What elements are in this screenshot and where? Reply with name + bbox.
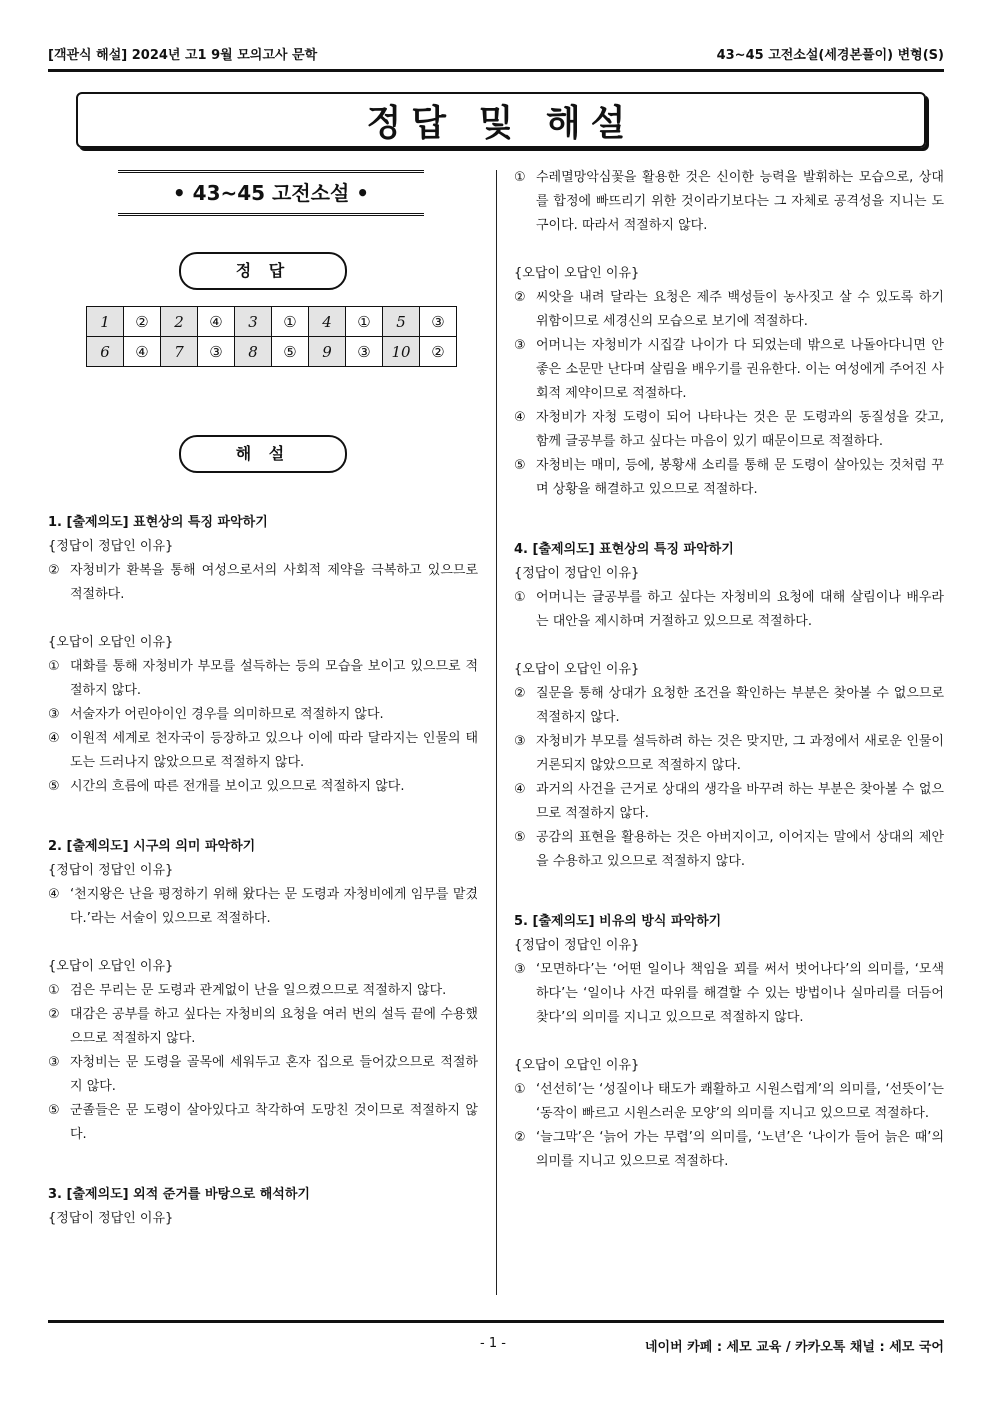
answer-q-1: 1 bbox=[87, 307, 124, 337]
explanation-text: 자청비는 매미, 등에, 봉황새 소리를 통해 문 도령이 살아있는 것처럼 꾸며 상황을 해결하고 있으므로 적절하다. bbox=[536, 458, 944, 497]
explanation-item bbox=[514, 586, 944, 634]
page-title: 정답 및 해설 bbox=[366, 102, 636, 144]
spacer bbox=[514, 1030, 944, 1054]
answer-a-7: ③ bbox=[198, 337, 235, 367]
answer-q-5: 5 bbox=[383, 307, 420, 337]
choice-number: ② bbox=[514, 686, 526, 701]
page-number: - 1 - bbox=[480, 1336, 506, 1351]
footer-credit: 네이버 카페 : 세모 교육 / 카카오톡 채널 : 세모 국어 bbox=[644, 1340, 944, 1355]
question-title: 1. [출제의도] 표현상의 특징 파악하기 bbox=[48, 515, 268, 530]
explanation-text: ‘선선히’는 ‘성질이나 태도가 쾌활하고 시원스럽게’의 의미를, ‘선뜻이’는 ‘동작이 빠르고 시원스러운 모양’의 의미를 지니고 있으므로 적절하다. bbox=[536, 1082, 944, 1121]
spacer bbox=[514, 238, 944, 262]
choice-number: ② bbox=[48, 563, 60, 578]
explanation-text: 서술자가 어린아이인 경우를 의미하므로 적절하지 않다. bbox=[70, 707, 384, 722]
reason-heading: {정답이 정답인 이유} bbox=[48, 539, 174, 554]
explanation-text: 대화를 통해 자청비가 부모를 설득하는 등의 모습을 보이고 있으므로 적절하지 않다. bbox=[70, 659, 478, 698]
explanation-item bbox=[514, 1078, 944, 1126]
explanation-item bbox=[514, 778, 944, 826]
left-explanations bbox=[48, 511, 478, 1231]
explanation-text: 대감은 공부를 하고 싶다는 자청비의 요청을 여러 번의 설득 끝에 수용했으므로 적절하지 않다. bbox=[70, 1007, 478, 1046]
explanation-text: 씨앗을 내려 달라는 요청은 제주 백성들이 농사짓고 살 수 있도록 하기 위함이므로 세경신의 모습으로 보기에 적절하다. bbox=[536, 290, 944, 329]
choice-number: ③ bbox=[514, 734, 526, 749]
explanation-item bbox=[514, 454, 944, 502]
explanation-item bbox=[514, 958, 944, 1030]
answer-a-5: ③ bbox=[420, 307, 457, 337]
explanation-item bbox=[514, 166, 944, 238]
answer-label: 정 답 bbox=[179, 252, 347, 290]
answer-q-9: 9 bbox=[309, 337, 346, 367]
choice-number: ② bbox=[48, 1007, 60, 1022]
right-explanations bbox=[514, 166, 944, 1174]
explanation-text: 어머니는 자청비가 시집갈 나이가 다 되었는데 밖으로 나돌아다니면 안 좋은 소문만 난다며 살림을 배우기를 권유한다. 이는 여성에게 주어진 사회적 제약이므로 적절하다. bbox=[536, 338, 944, 401]
explanation-item bbox=[514, 682, 944, 730]
choice-number: ① bbox=[48, 983, 60, 998]
choice-number: ② bbox=[514, 1130, 526, 1145]
left-column bbox=[48, 170, 478, 1231]
header-rule bbox=[48, 69, 944, 72]
choice-number: ③ bbox=[48, 1055, 60, 1070]
answer-q-3: 3 bbox=[235, 307, 272, 337]
section-spacer bbox=[514, 874, 944, 910]
explanation-text: 자청비가 자청 도령이 되어 나타나는 것은 문 도령과의 동질성을 갖고, 함께 글공부를 하고 싶다는 마음이 있기 때문이므로 적절하다. bbox=[536, 410, 944, 449]
section-spacer bbox=[48, 799, 478, 835]
explanation-item bbox=[48, 979, 478, 1003]
section-banner: • 43~45 고전소설 • bbox=[118, 170, 424, 216]
answer-a-10: ② bbox=[420, 337, 457, 367]
explanation-text: 군졸들은 문 도령이 살아있다고 착각하여 도망친 것이므로 적절하지 않다. bbox=[70, 1103, 478, 1142]
answer-q-6: 6 bbox=[87, 337, 124, 367]
reason-heading: {정답이 정답인 이유} bbox=[514, 566, 640, 581]
choice-number: ① bbox=[514, 1082, 526, 1097]
explanation-text: 검은 무리는 문 도령과 관계없이 난을 일으켰으므로 적절하지 않다. bbox=[70, 983, 447, 998]
choice-number: ④ bbox=[514, 410, 526, 425]
header-left: [객관식 해설] 2024년 고1 9월 모의고사 문학 bbox=[48, 48, 318, 63]
reason-heading: {정답이 정답인 이유} bbox=[48, 1211, 174, 1226]
explanation-text: 어머니는 글공부를 하고 싶다는 자청비의 요청에 대해 살림이나 배우라는 대안을 제시하며 거절하고 있으므로 적절하다. bbox=[536, 590, 944, 629]
choice-number: ⑤ bbox=[48, 779, 60, 794]
answer-a-1: ② bbox=[124, 307, 161, 337]
explanation-item bbox=[514, 406, 944, 454]
explanation-item bbox=[48, 775, 478, 799]
answer-a-2: ④ bbox=[198, 307, 235, 337]
explanation-text: 이원적 세계로 천자국이 등장하고 있으나 이에 따라 달라지는 인물의 태도는 드러나지 않았으므로 적절하지 않다. bbox=[70, 731, 478, 770]
reason-heading: {오답이 오답인 이유} bbox=[48, 959, 174, 974]
answer-q-10: 10 bbox=[383, 337, 420, 367]
reason-heading: {오답이 오답인 이유} bbox=[514, 1058, 640, 1073]
section-spacer bbox=[514, 502, 944, 538]
explanation-text: 과거의 사건을 근거로 상대의 생각을 바꾸려 하는 부분은 찾아볼 수 없으므로 적절하지 않다. bbox=[536, 782, 944, 821]
explanation-text: 수레멸망악심꽃을 활용한 것은 신이한 능력을 발휘하는 모습으로, 상대를 합정에 빠뜨리기 위한 것이라기보다는 그 자체로 공격성을 지니는 도구이다. 따라서 적절하지 않다. bbox=[536, 170, 944, 233]
column-divider bbox=[496, 170, 497, 1295]
spacer bbox=[48, 607, 478, 631]
explanation-text: 질문을 통해 상대가 요청한 조건을 확인하는 부분은 찾아볼 수 없으므로 적절하지 않다. bbox=[536, 686, 944, 725]
explanation-item bbox=[514, 826, 944, 874]
choice-number: ③ bbox=[514, 962, 526, 977]
explanation-item bbox=[48, 883, 478, 931]
right-column bbox=[514, 166, 944, 1174]
question-title: 5. [출제의도] 비유의 방식 파악하기 bbox=[514, 914, 722, 929]
answer-a-8: ⑤ bbox=[272, 337, 309, 367]
answer-row-2 bbox=[87, 337, 457, 367]
question-title: 4. [출제의도] 표현상의 특징 파악하기 bbox=[514, 542, 734, 557]
explanation-item bbox=[514, 286, 944, 334]
explanation-text: 자청비가 환복을 통해 여성으로서의 사회적 제약을 극복하고 있으므로 적절하다. bbox=[70, 563, 478, 602]
question-title: 3. [출제의도] 외적 준거를 바탕으로 해석하기 bbox=[48, 1187, 310, 1202]
header-right: 43~45 고전소설(세경본풀이) 변형(S) bbox=[716, 48, 944, 63]
explanation-text: 공감의 표현을 활용하는 것은 아버지이고, 이어지는 말에서 상대의 제안을 수용하고 있으므로 적절하지 않다. bbox=[536, 830, 944, 869]
choice-number: ① bbox=[514, 590, 526, 605]
choice-number: ④ bbox=[48, 731, 60, 746]
explanation-text: 시간의 흐름에 따른 전개를 보이고 있으므로 적절하지 않다. bbox=[70, 779, 405, 794]
choice-number: ② bbox=[514, 290, 526, 305]
answer-table bbox=[86, 306, 457, 367]
choice-number: ⑤ bbox=[48, 1103, 60, 1118]
explanation-item bbox=[514, 730, 944, 778]
answer-q-2: 2 bbox=[161, 307, 198, 337]
explanation-text: 자청비가 부모를 설득하려 하는 것은 맞지만, 그 과정에서 새로운 인물이 거론되지 않았으므로 적절하지 않다. bbox=[536, 734, 944, 773]
explanation-item bbox=[514, 1126, 944, 1174]
spacer bbox=[48, 931, 478, 955]
answer-q-7: 7 bbox=[161, 337, 198, 367]
reason-heading: {오답이 오답인 이유} bbox=[514, 662, 640, 677]
explanation-item bbox=[48, 559, 478, 607]
answer-a-6: ④ bbox=[124, 337, 161, 367]
explanation-text: ‘천지왕은 난을 평정하기 위해 왔다는 문 도령과 자청비에게 임무를 맡겼다.’라는 서술이 있으므로 적절하다. bbox=[70, 887, 478, 926]
explanation-item bbox=[48, 1099, 478, 1147]
answer-row-1 bbox=[87, 307, 457, 337]
section-spacer bbox=[48, 1147, 478, 1183]
choice-number: ① bbox=[48, 659, 60, 674]
answer-a-3: ① bbox=[272, 307, 309, 337]
answer-q-4: 4 bbox=[309, 307, 346, 337]
explanation-item bbox=[48, 727, 478, 775]
answer-a-9: ③ bbox=[346, 337, 383, 367]
reason-heading: {오답이 오답인 이유} bbox=[514, 266, 640, 281]
choice-number: ⑤ bbox=[514, 830, 526, 845]
choice-number: ④ bbox=[48, 887, 60, 902]
reason-heading: {정답이 정답인 이유} bbox=[48, 863, 174, 878]
choice-number: ⑤ bbox=[514, 458, 526, 473]
explanation-item bbox=[48, 1003, 478, 1051]
explanation-item bbox=[48, 703, 478, 727]
reason-heading: {정답이 정답인 이유} bbox=[514, 938, 640, 953]
answer-a-4: ① bbox=[346, 307, 383, 337]
explanation-item bbox=[48, 1051, 478, 1099]
explanation-item bbox=[514, 334, 944, 406]
explanation-text: 자청비는 문 도령을 골목에 세워두고 혼자 집으로 들어갔으므로 적절하지 않다. bbox=[70, 1055, 478, 1094]
footer-rule bbox=[48, 1320, 944, 1323]
choice-number: ① bbox=[514, 170, 526, 185]
title-box bbox=[76, 92, 926, 148]
explanation-text: ‘모면하다’는 ‘어떤 일이나 책임을 꾀를 써서 벗어나다’의 의미를, ‘모색하다’는 ‘일이나 사건 따위를 해결할 수 있는 방법이나 실마리를 더듬어 찾다’의 의미를 지니고 있으므로 적절하지 않다. bbox=[536, 962, 944, 1025]
choice-number: ③ bbox=[48, 707, 60, 722]
explanation-item bbox=[48, 655, 478, 703]
choice-number: ④ bbox=[514, 782, 526, 797]
question-title: 2. [출제의도] 시구의 의미 파악하기 bbox=[48, 839, 256, 854]
explanation-label: 해 설 bbox=[179, 435, 347, 473]
spacer bbox=[514, 634, 944, 658]
choice-number: ③ bbox=[514, 338, 526, 353]
reason-heading: {오답이 오답인 이유} bbox=[48, 635, 174, 650]
answer-q-8: 8 bbox=[235, 337, 272, 367]
explanation-text: ‘늘그막’은 ‘늙어 가는 무렵’의 의미를, ‘노년’은 ‘나이가 들어 늙은 때’의 의미를 지니고 있으므로 적절하다. bbox=[536, 1130, 944, 1169]
